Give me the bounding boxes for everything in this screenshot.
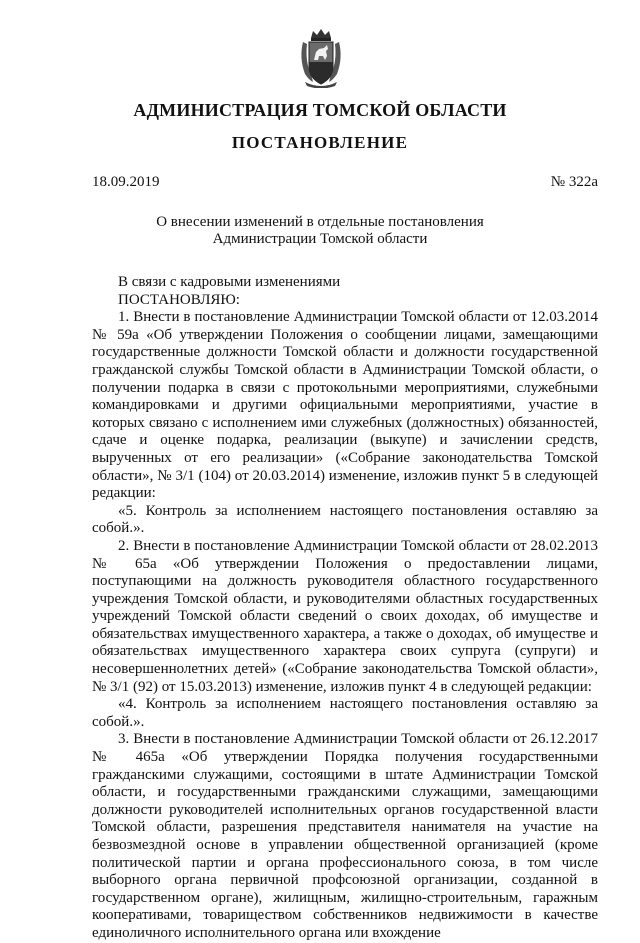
- document-type: ПОСТАНОВЛЕНИЕ: [231, 133, 409, 152]
- document-subject: [0, 214, 640, 248]
- quote-1: «5. Контроль за исполнением настоящего постановления оставляю за собой.».: [92, 502, 598, 537]
- intro-line: В связи с кадровыми изменениями: [118, 274, 341, 290]
- decree-keyword: ПОСТАНОВЛЯЮ:: [118, 291, 240, 308]
- document-body: [92, 274, 598, 943]
- organization-title: АДМИНИСТРАЦИЯ ТОМСКОЙ ОБЛАСТИ: [133, 100, 507, 120]
- coat-of-arms-icon: [297, 28, 345, 88]
- document-number: № 322а: [550, 174, 598, 190]
- paragraph-3: 3. Внести в постановление Администрации Томской области от 26.12.2017 № 465а «Об утверждении Порядка получения государственными гражданскими служащими, состоящими в штате Администрации Томской области, и государственными гражданскими служащими, замещающими должности руководителей исполнительных органов государственной власти Томской области, разрешения представителя нанимателя на участие на безвозмездной основе в управлении общественной организацией (кроме политической партии и органа профессионального союза, в том числе выборного органа первичной профсоюзной организации, созданной в государственном органе), жилищным, жилищно-строительным, гаражным кооперативами, товариществом собственников недвижимости в качестве единоличного исполнительного органа или вхождение: [92, 731, 598, 941]
- subject-line-2: Администрации Томской области: [212, 231, 428, 247]
- paragraph-1: 1. Внести в постановление Администрации Томской области от 12.03.2014 № 59а «Об утверждении Положения о сообщении лицами, замещающими государственные должности Томской области и должности государственной гражданской службы Томской области в Администрации Томской области, о получении подарка в связи с протокольными мероприятиями, служебными командировками и другими официальными мероприятиями, участие в которых связано с исполнением ими служебных (должностных) обязанностей, сдаче и оценке подарка, реализации (выкупе) и зачислении средств, вырученных от его реализации» («Собрание законодательства Томской области», № 3/1 (104) от 20.03.2014) изменение, изложив пункт 5 в следующей редакции:: [92, 309, 598, 502]
- quote-2: «4. Контроль за исполнением настоящего постановления оставляю за собой.».: [92, 696, 598, 730]
- document-date: 18.09.2019: [92, 174, 160, 190]
- paragraph-2: 2. Внести в постановление Администрации Томской области от 28.02.2013 № 65а «Об утверждении Положения о предоставлении лицами, поступающими на должность руководителя областного государственного учреждения Томской области, и руководителями областных государственных учреждений Томской области сведений о своих доходах, об имуществе и обязательствах имущественного характера, а также о доходах, об имуществе и обязательствах имущественного характера своих супруга (супруги) и несовершеннолетних детей» («Собрание законодательства Томской области», № 3/1 (92) от 15.03.2013) изменение, изложив пункт 4 в следующей редакции:: [92, 537, 598, 695]
- subject-line-1: О внесении изменений в отдельные постановления: [156, 214, 484, 230]
